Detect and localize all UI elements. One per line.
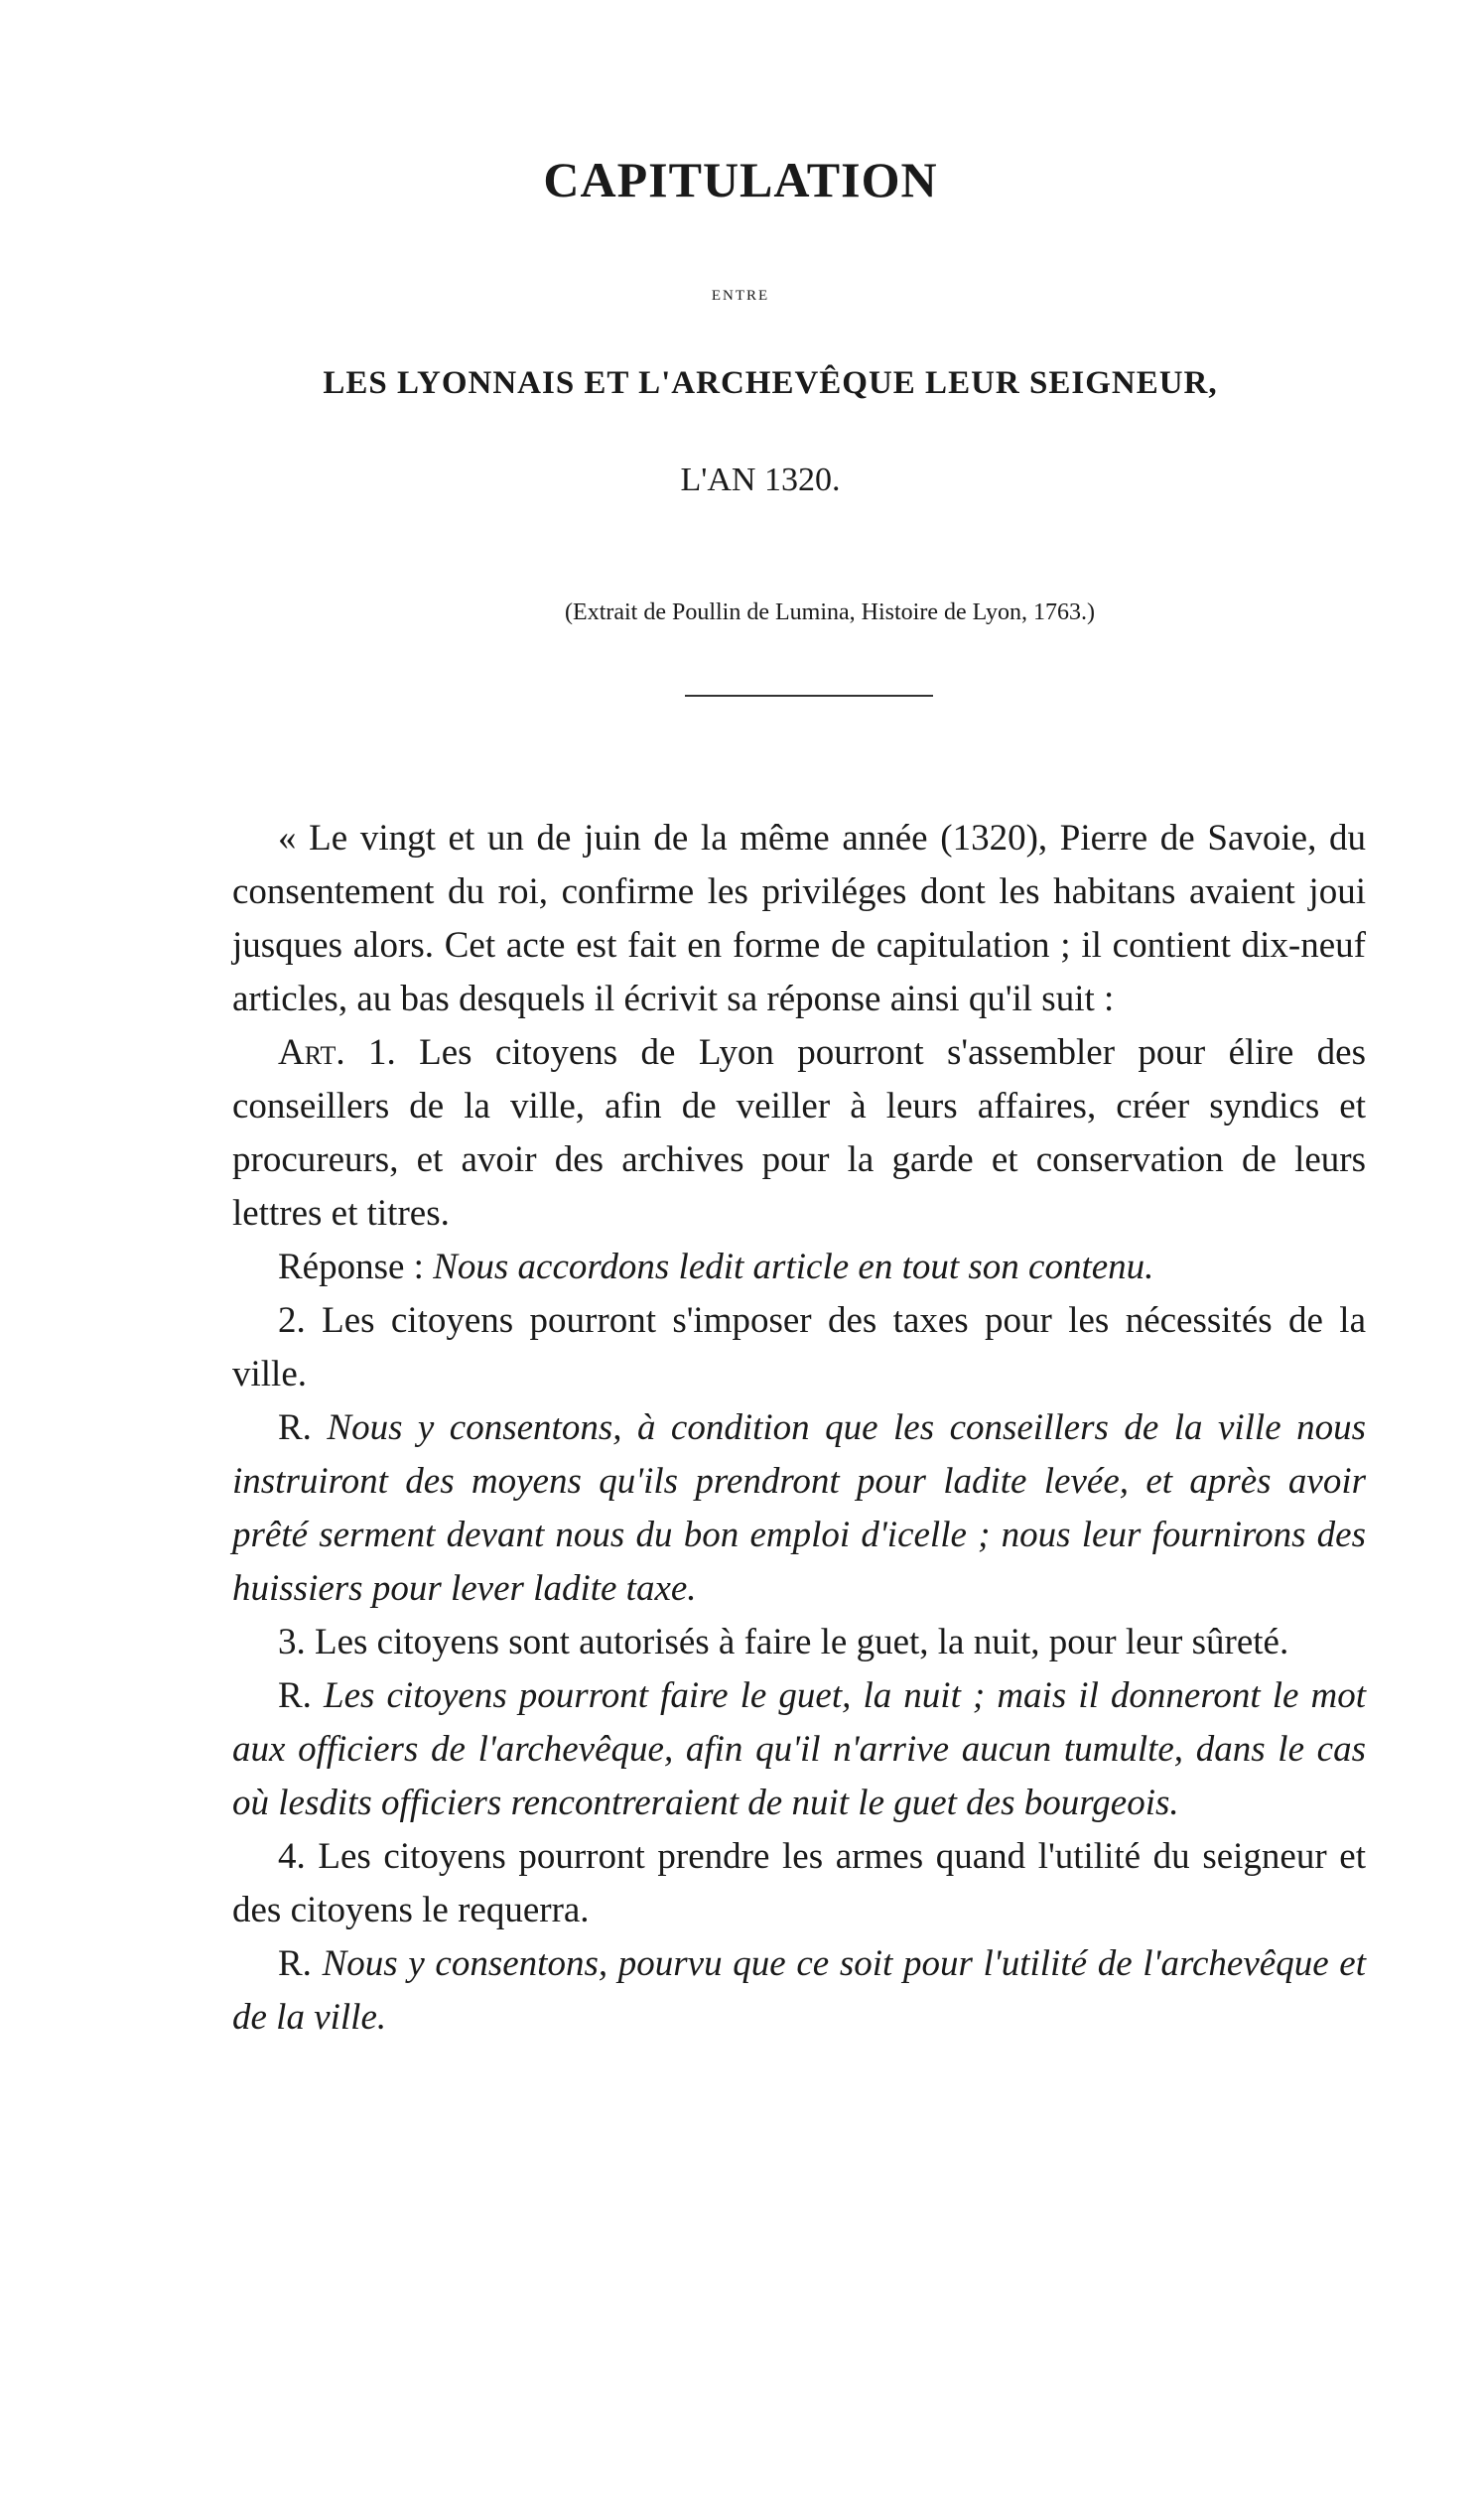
paragraph-text: 4. Les citoyens pourront prendre les armes quand l'utilité du seigneur et des citoyens le requerra. <box>232 1836 1366 1930</box>
paragraph-text: 2. Les citoyens pourront s'imposer des taxes pour les nécessités de la ville. <box>232 1300 1366 1394</box>
paragraph <box>232 1830 1366 1937</box>
article-label: Art. 1. <box>278 1032 396 1073</box>
paragraph <box>232 1026 1366 1241</box>
connector-word: entre <box>711 281 770 305</box>
year-line: L'AN 1320. <box>680 462 841 498</box>
response-label: Réponse : <box>278 1247 434 1287</box>
response-label: R. <box>278 1943 323 1984</box>
paragraph <box>232 1669 1366 1830</box>
page-title: CAPITULATION <box>543 152 938 207</box>
response-text: Nous accordons ledit article en tout son contenu. <box>433 1247 1154 1287</box>
paragraph <box>232 812 1366 1026</box>
paragraph-text: 3. Les citoyens sont autorisés à faire le guet, la nuit, pour leur sûreté. <box>278 1622 1289 1662</box>
page-subtitle: LES LYONNAIS ET L'ARCHEVÊQUE LEUR SEIGNEUR, <box>323 365 1218 401</box>
paragraph <box>232 1937 1366 2045</box>
source-citation: (Extrait de Poullin de Lumina, Histoire de Lyon, 1763.) <box>565 599 1095 625</box>
paragraph-text: Les citoyens de Lyon pourront s'assembler pour élire des conseillers de la ville, afin de veiller à leurs affaires, créer syndics et procureurs, et avoir des archives pour la garde et conservation de leurs lettres et titres. <box>232 1032 1366 1234</box>
response-text: Les citoyens pourront faire le guet, la nuit ; mais il donneront le mot aux officiers de l'archevêque, afin qu'il n'arrive aucun tumulte, dans le cas où lesdits officiers rencontreraient de nuit le guet des bourgeois. <box>232 1675 1366 1823</box>
response-text: Nous y consentons, à condition que les conseillers de la ville nous instruiront des moyens qu'ils prendront pour ladite levée, et après avoir prêté serment devant nous du bon emploi d'icelle ; nous leur fournirons des huissiers pour lever ladite taxe. <box>232 1407 1366 1609</box>
response-text: Nous y consentons, pourvu que ce soit pour l'utilité de l'archevêque et de la ville. <box>232 1943 1366 2038</box>
response-label: R. <box>278 1407 328 1448</box>
paragraph <box>232 1294 1366 1401</box>
response-label: R. <box>278 1675 325 1716</box>
paragraph-text: « Le vingt et un de juin de la même année (1320), Pierre de Savoie, du consentement du roi, confirme les priviléges dont les habitans avaient joui jusques alors. Cet acte est fait en forme de capitulation ; il contient dix-neuf articles, au bas desquels il écrivit sa réponse ainsi qu'il suit : <box>232 818 1366 1019</box>
body-text <box>232 812 1366 2045</box>
separator-rule <box>685 695 933 697</box>
paragraph <box>232 1401 1366 1616</box>
paragraph <box>232 1241 1366 1294</box>
paragraph <box>232 1616 1366 1669</box>
